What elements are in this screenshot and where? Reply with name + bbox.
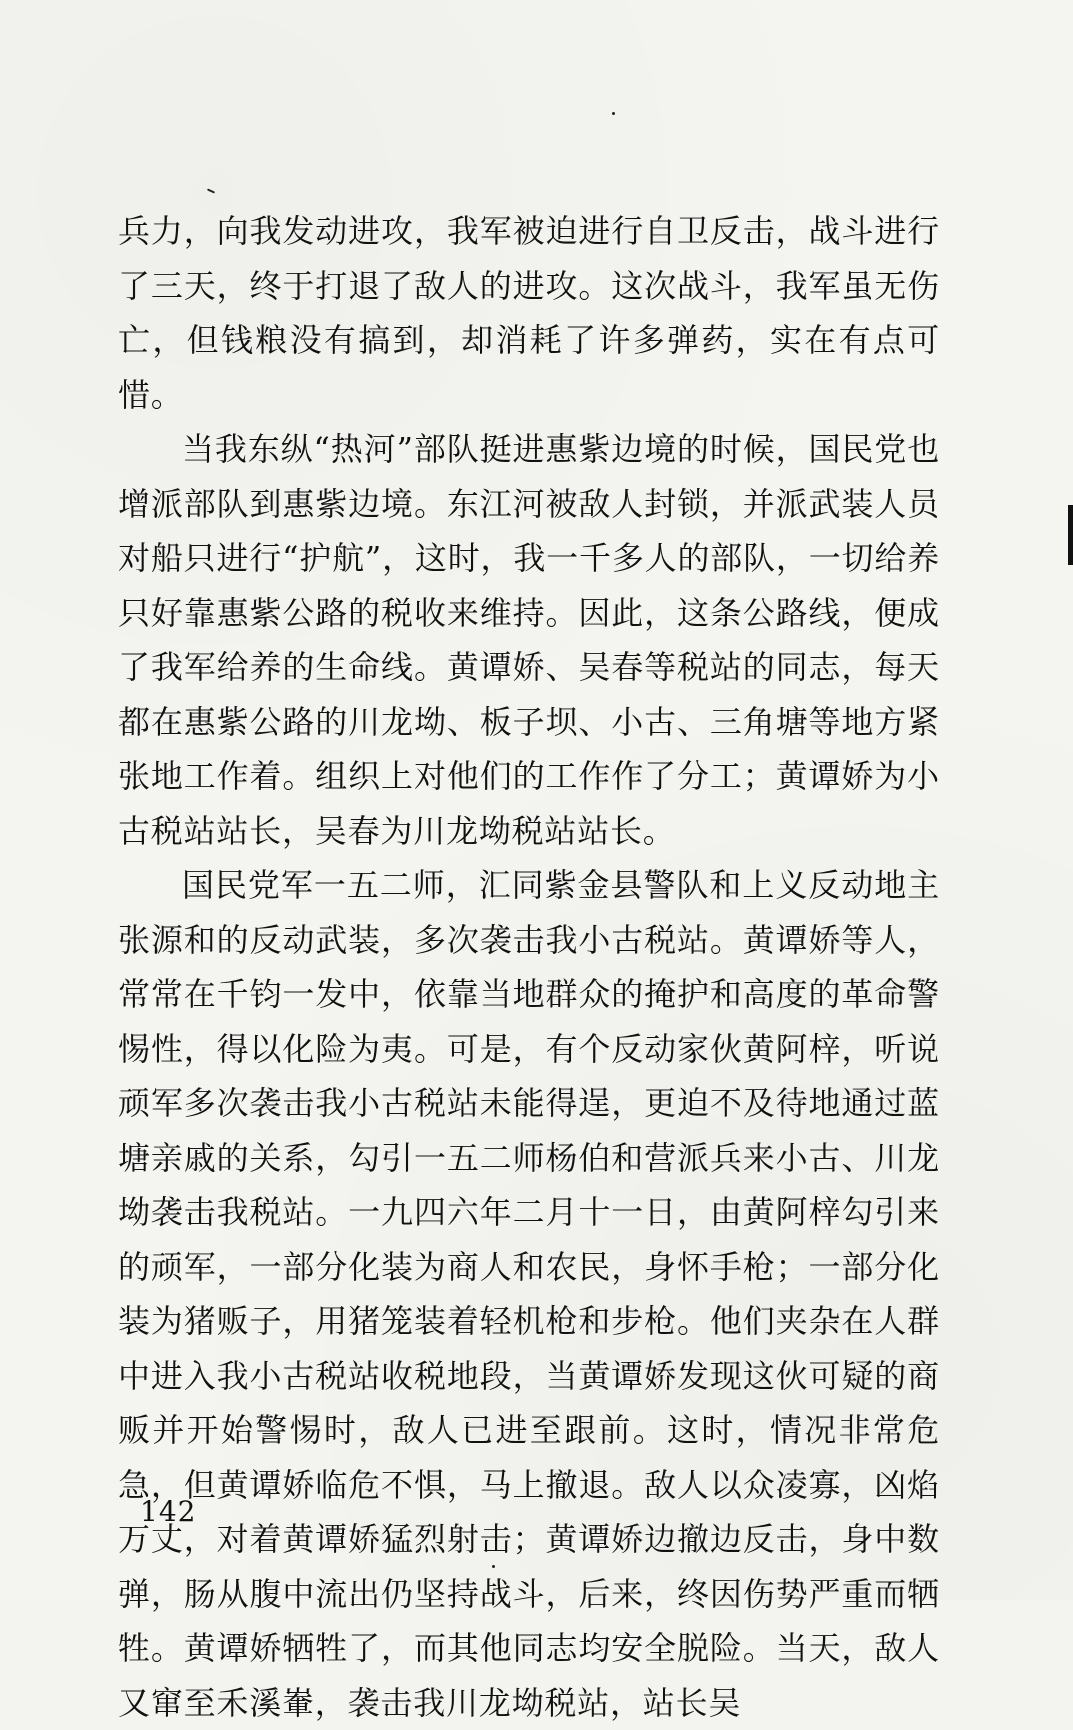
paragraph-huang-tanjiao: 国民党军一五二师，汇同紫金县警队和上义反动地主张源和的反动武装，多次袭击我小古税站。黄谭娇等人，常常在千钧一发中，依靠当地群众的掩护和高度的革命警惕性，得以化险为夷。可是，有个反动家伙黄阿梓，听说顽军多次袭击我小古税站未能得逞，更迫不及待地通过蓝塘亲戚的关系，勾引一五二师杨伯和营派兵来小古、川龙坳袭击我税站。一九四六年二月十一日，由黄阿梓勾引来的顽军，一部分化装为商人和农民，身怀手枪；一部分化装为猪贩子，用猪笼装着轻机枪和步枪。他们夹杂在人群中进入我小古税站收税地段，当黄谭娇发现这伙可疑的商贩并开始警惕时，敌人已进至跟前。这时，情况非常危急，但黄谭娇临危不惧，马上撤退。敌人以众凌寡，凶焰万丈，对着黄谭娇猛烈射击；黄谭娇边撤边反击，身中数弹，肠从腹中流出仍坚持战斗，后来，终因伤势严重而牺牲。黄谭娇牺牲了，而其他同志均安全脱险。当天，敌人又窜至禾溪輋，袭击我川龙坳税站，站长吴 bbox=[118, 866, 940, 1722]
page-number: 142 bbox=[140, 1495, 197, 1528]
scan-edge-mark bbox=[1068, 505, 1073, 565]
paragraph-dongzong-rehe: 当我东纵“热河”部队挺进惠紫边境的时候，国民党也增派部队到惠紫边境。东江河被敌人封锁，并派武装人员对船只进行“护航”，这时，我一千多人的部队，一切给养只好靠惠紫公路的税收来维持。因此，这条公路线，便成了我军给养的生命线。黄谭娇、吴春等税站的同志，每天都在惠紫公路的川龙坳、板子坝、小古、三角塘等地方紧张地工作着。组织上对他们的工作作了分工；黄谭娇为小古税站站长，吴春为川龙坳税站站长。 bbox=[118, 430, 940, 850]
scan-speck bbox=[207, 188, 215, 193]
body-text bbox=[118, 204, 940, 1730]
paragraph-continuation: 兵力，向我发动进攻，我军被迫进行自卫反击，战斗进行了三天，终于打退了敌人的进攻。这次战斗，我军虽无伤亡，但钱粮没有搞到，却消耗了许多弹药，实在有点可惜。 bbox=[118, 212, 940, 414]
scan-speck bbox=[492, 1565, 495, 1568]
scan-speck bbox=[612, 112, 615, 115]
